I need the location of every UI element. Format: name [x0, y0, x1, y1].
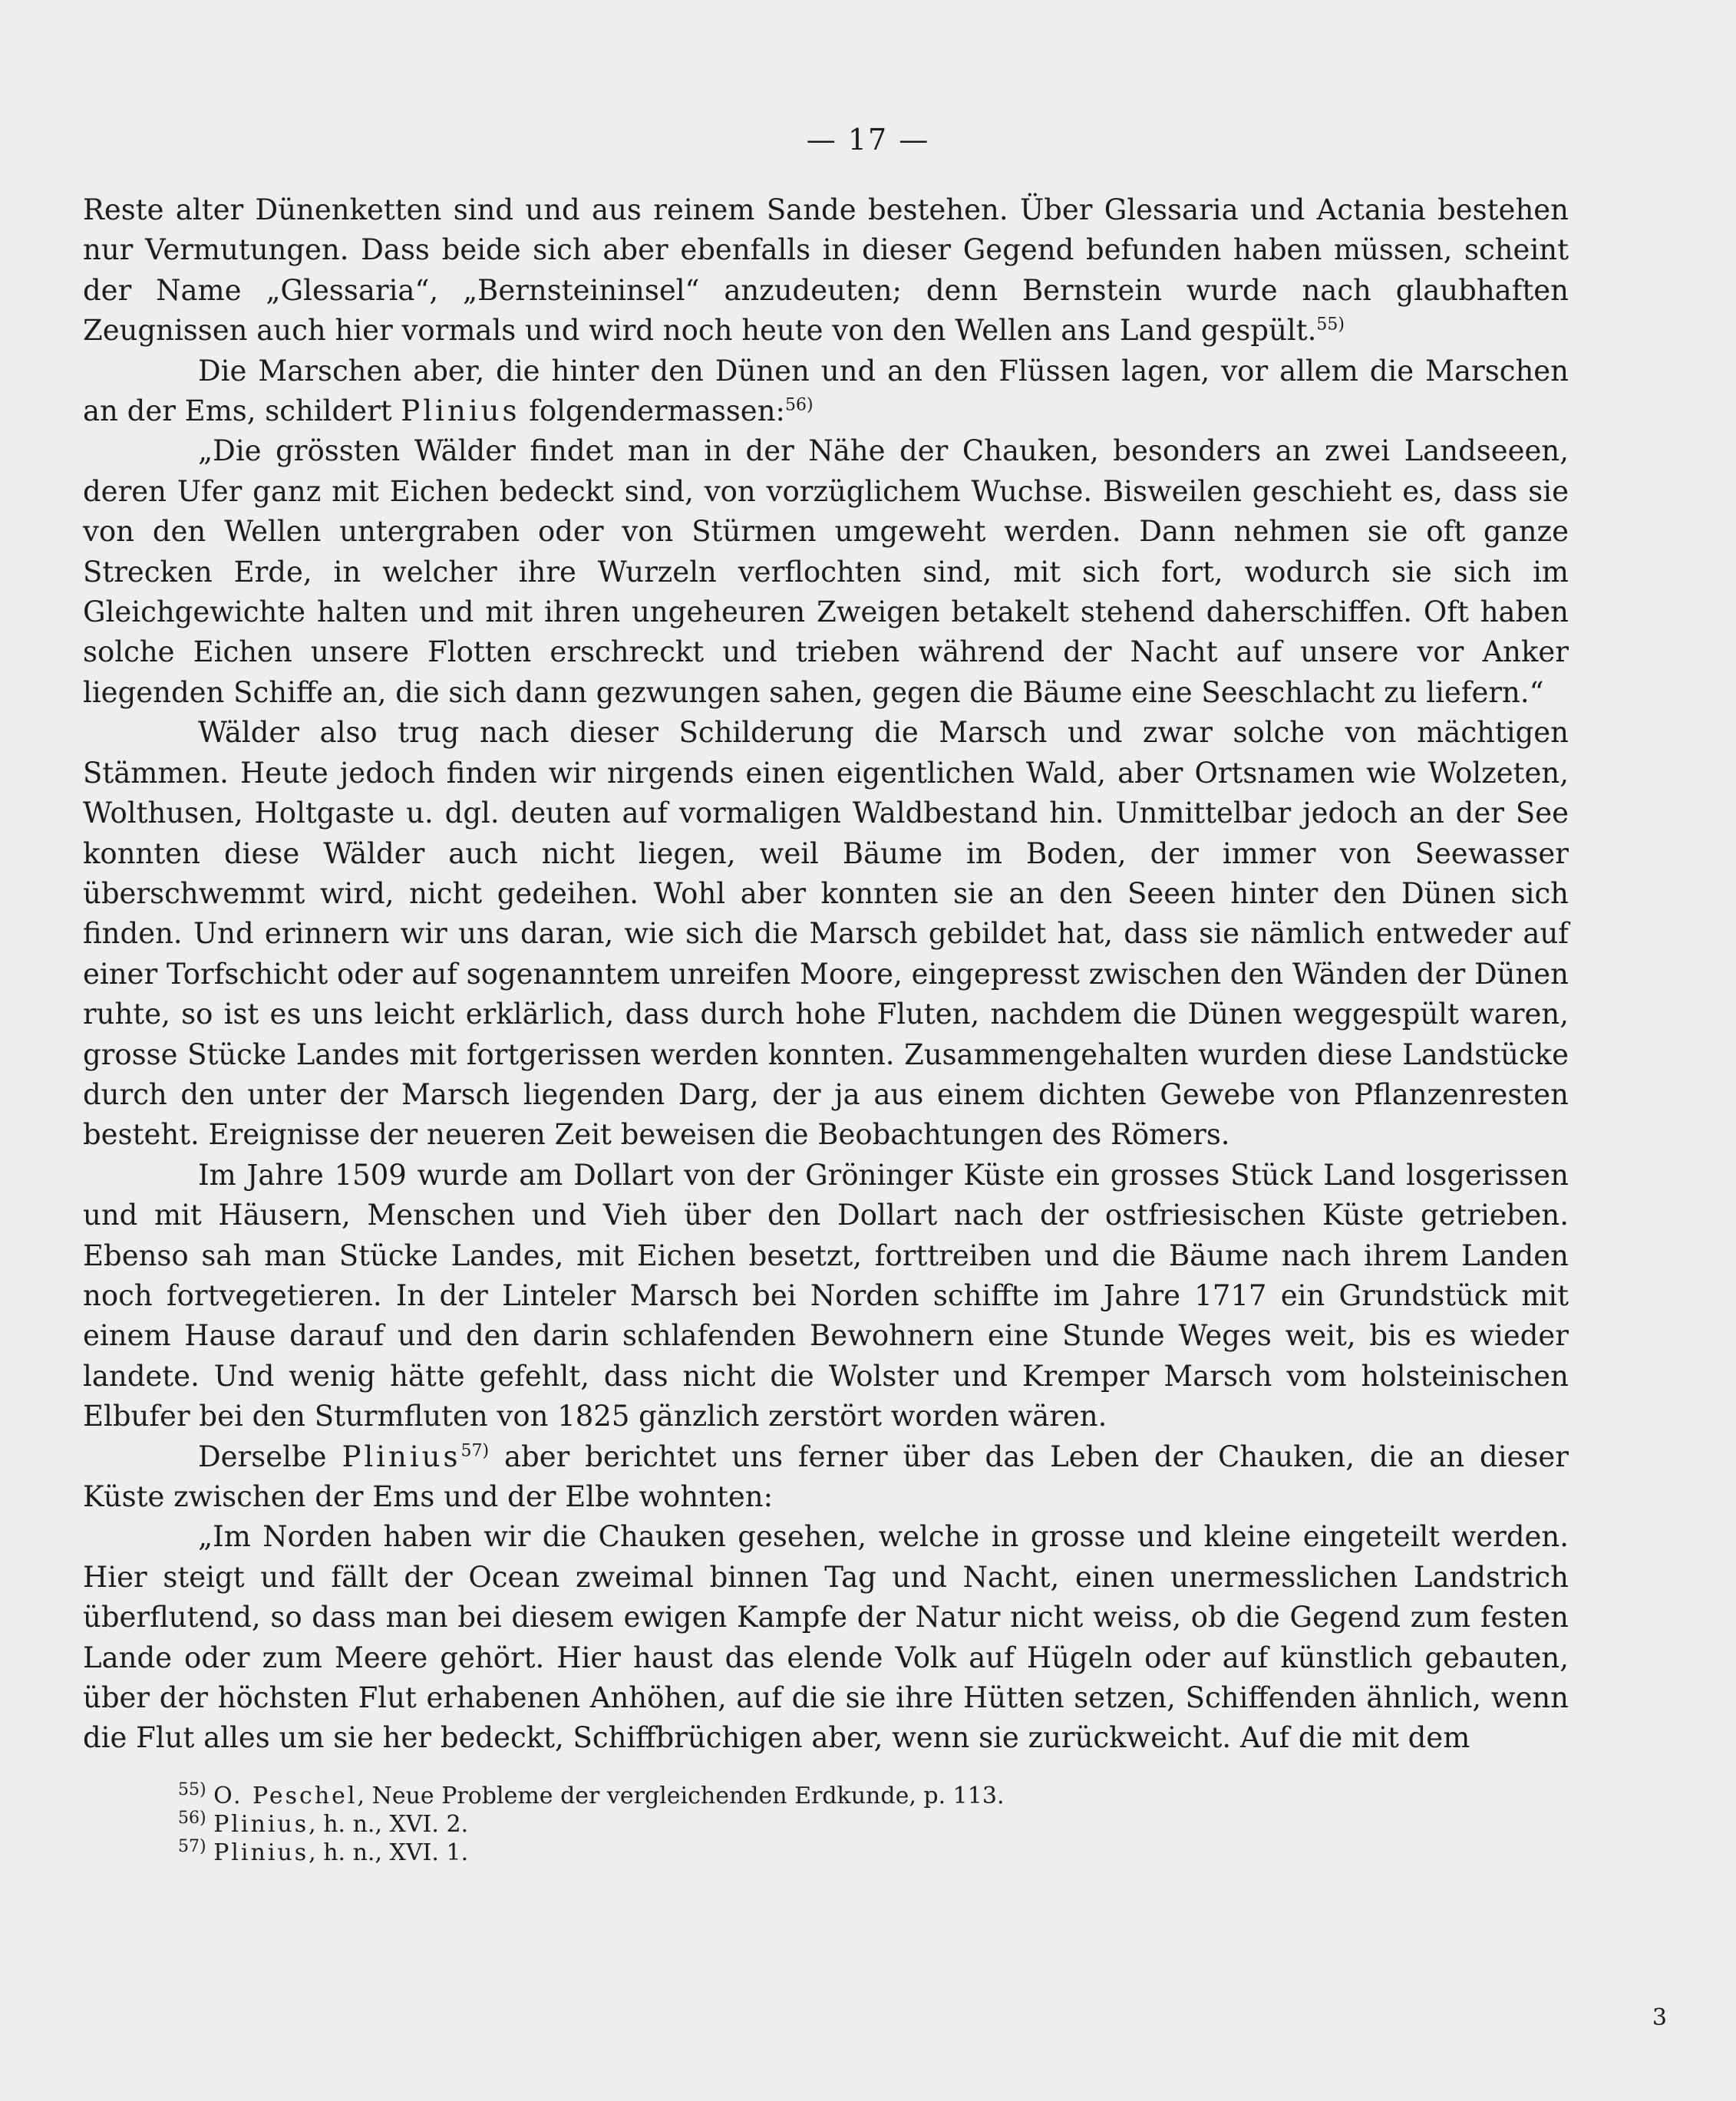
footnote-text: , h. n., XVI. 2. — [309, 1811, 469, 1838]
paragraph — [83, 1156, 1569, 1437]
paragraph — [83, 1437, 1569, 1518]
text-segment: aber berichtet uns ferner über das Leben der Chauken, die an dieser Küste zwischen der Ems und der Elbe wohnten: — [83, 1440, 1569, 1513]
footnote-mark: 55) — [178, 1780, 206, 1799]
text-segment: folgendermassen: — [520, 394, 785, 428]
text-segment: Reste alter Dünenketten sind und aus reinem Sande bestehen. Über Glessaria und Actania bestehen nur Vermutungen. Dass beide sich aber ebenfalls in dieser Gegend befunden haben müssen, scheint der Name „Glessaria“, „Bernsteininsel“ anzudeuten; denn Bernstein wurde nach glaubhaften Zeugnissen auch hier vormals und wird noch heute von den Wellen ans Land gespült. — [83, 193, 1569, 348]
footnotes — [178, 1782, 1559, 1867]
text-segment: „Im Norden haben wir die Chauken gesehen, welche in grosse und kleine eingeteilt werden. Hier steigt und fällt der Ocean zweimal binnen Tag und Nacht, einen unermesslichen Landstrich überflutend, so dass man bei diesem ewigen Kampfe der Natur nicht weiss, ob die Gegend zum festen Lande oder zum Meere gehört. Hier haust das elende Volk auf Hügeln oder auf künstlich gebauten, über der höchsten Flut erhabenen Anhöhen, auf die sie ihre Hütten setzen, Schiffenden ähnlich, wenn die Flut alles um sie her bedeckt, Schiffbrüchigen aber, wenn sie zurückweicht. Auf die mit dem — [83, 1520, 1569, 1755]
footnote — [178, 1839, 1559, 1867]
footnote-reference: 56) — [785, 395, 814, 415]
footnote-author: Plinius — [213, 1811, 309, 1838]
paragraph — [83, 190, 1569, 351]
text-segment: Im Jahre 1509 wurde am Dollart von der Gröninger Küste ein grosses Stück Land losgerissen und mit Häusern, Menschen und Vieh über den Dollart nach der ostfriesischen Küste getrieben. Ebenso sah man Stücke Landes, mit Eichen besetzt, forttreiben und die Bäume nach ihrem Landen noch fortvegetieren. In der Linteler Marsch bei Norden schiffte im Jahre 1717 ein Grundstück mit einem Hause darauf und den darin schlafenden Bewohnern eine Stunde Weges weit, bis es wieder landete. Und wenig hätte gefehlt, dass nicht die Wolster und Kremper Marsch vom holsteinischen Elbufer bei den Sturmfluten von 1825 gänzlich zerstört worden wären. — [83, 1158, 1569, 1433]
printer-signature-mark: 3 — [1652, 2004, 1667, 2031]
text-segment: Derselbe — [198, 1440, 342, 1473]
text-segment: Wälder also trug nach dieser Schilderung die Marsch und zwar solche von mächtigen Stämmen. Heute jedoch finden wir nirgends einen eigentlichen Wald, aber Ortsnamen wie Wolzeten, Wolthusen, Holtgaste u. dgl. deuten auf vormaligen Waldbestand hin. Unmittelbar jedoch an der See konnten diese Wälder auch nicht liegen, weil Bäume im Boden, der immer von Seewasser überschwemmt wird, nicht gedeihen. Wohl aber konnten sie an den Seeen hinter den Dünen sich finden. Und erinnern wir uns daran, wie sich die Marsch gebildet hat, dass sie nämlich entweder auf einer Torfschicht oder auf sogenanntem unreifen Moore, eingepresst zwischen den Wänden der Dünen ruhte, so ist es uns leicht erklärlich, dass durch hohe Fluten, nachdem die Dünen weggespült waren, grosse Stücke Landes mit fortgerissen werden konnten. Zusammengehalten wurden diese Landstücke durch den unter der Marsch liegenden Darg, der ja aus einem dichten Gewebe von Pflanzenresten besteht. Ereignisse der neueren Zeit beweisen die Beobachtungen des Römers. — [83, 716, 1569, 1152]
footnote-text: , h. n., XVI. 1. — [309, 1839, 469, 1866]
author-name: Plinius — [401, 394, 520, 428]
footnote — [178, 1810, 1559, 1839]
paragraph — [83, 351, 1569, 432]
footnote-author: O. Peschel — [213, 1783, 358, 1809]
footnote-text: , Neue Probleme der vergleichenden Erdkunde, p. 113. — [357, 1783, 1005, 1809]
page-number: — 17 — — [806, 123, 930, 157]
paragraph — [83, 1517, 1569, 1758]
footnote-reference: 57) — [460, 1441, 490, 1461]
footnote-mark: 57) — [178, 1837, 206, 1856]
paragraph — [83, 713, 1569, 1155]
text-segment: „Die grössten Wälder findet man in der Nähe der Chauken, besonders an zwei Landseeen, deren Ufer ganz mit Eichen bedeckt sind, von vorzüglichem Wuchse. Bisweilen geschieht es, dass sie von den Wellen untergraben oder von Stürmen umgeweht werden. Dann nehmen sie oft ganze Strecken Erde, in welcher ihre Wurzeln verflochten sind, mit sich fort, wodurch sie sich im Gleichgewichte halten und mit ihren ungeheuren Zweigen betakelt stehend daherschiffen. Oft haben solche Eichen unsere Flotten erschreckt und trieben während der Nacht auf unsere vor Anker liegenden Schiffe an, die sich dann gezwungen sahen, gegen die Bäume eine Seeschlacht zu liefern.“ — [83, 434, 1569, 709]
author-name: Plinius — [342, 1440, 461, 1473]
footnote-reference: 55) — [1316, 315, 1345, 335]
body-text — [83, 190, 1569, 1759]
footnote — [178, 1782, 1559, 1810]
footnote-mark: 56) — [178, 1809, 206, 1828]
footnote-author: Plinius — [213, 1839, 309, 1866]
text-segment: Die Marschen aber, die hinter den Dünen und an den Flüssen lagen, vor allem die Marschen an der Ems, schildert — [83, 354, 1569, 428]
paragraph — [83, 431, 1569, 713]
